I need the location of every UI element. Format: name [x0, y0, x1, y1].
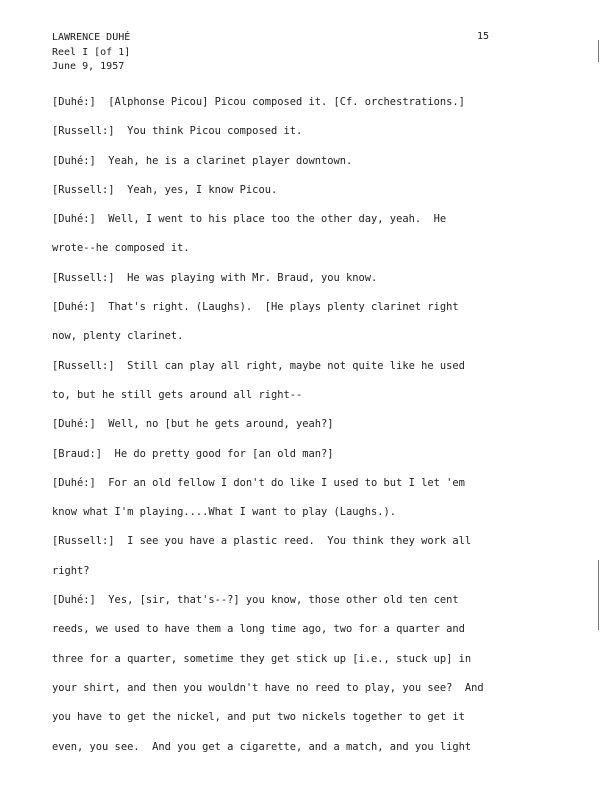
transcript-body: [52, 88, 552, 762]
transcript-line: [Braud:] He do pretty good for [an old man?]: [52, 447, 334, 460]
transcript-line: even, you see. And you get a cigarette, and a match, and you light: [52, 740, 472, 753]
document-header: [52, 31, 130, 75]
transcript-line: your shirt, and then you wouldn't have no reed to play, you see? And: [52, 681, 484, 694]
header-reel: Reel I [of 1]: [52, 46, 131, 58]
transcript-line: [Russell:] He was playing with Mr. Braud, you know.: [52, 271, 378, 284]
page-number: 15: [477, 31, 490, 42]
transcript-line: right?: [52, 564, 90, 577]
transcript-line: now, plenty clarinet.: [52, 330, 184, 343]
transcript-line: [Duhé:] Well, I went to his place too the other day, yeah. He: [52, 213, 447, 226]
transcript-line: [Duhé:] For an old fellow I don't do like I used to but I let 'em: [52, 476, 465, 489]
transcript-line: [Russell:] Still can play all right, maybe not quite like he used: [52, 359, 465, 372]
transcript-line: to, but he still gets around all right--: [52, 388, 303, 401]
header-date: June 9, 1957: [52, 61, 125, 72]
header-name: LAWRENCE DUHÉ: [52, 32, 131, 43]
transcript-line: [Russell:] You think Picou composed it.: [52, 125, 303, 138]
transcript-line: [Duhé:] [Alphonse Picou] Picou composed it. [Cf. orchestrations.]: [52, 96, 465, 108]
transcript-line: [Russell:] Yeah, yes, I know Picou.: [52, 183, 278, 196]
transcript-line: reeds, we used to have them a long time ago, two for a quarter and: [52, 623, 465, 636]
transcript-line: [Duhé:] Well, no [but he gets around, yeah?]: [52, 418, 334, 431]
transcript-line: [Russell:] I see you have a plastic reed. You think they work all: [52, 535, 472, 548]
transcript-line: three for a quarter, sometime they get stick up [i.e., stuck up] in: [52, 652, 472, 665]
transcript-line: [Duhé:] Yeah, he is a clarinet player downtown.: [52, 154, 353, 167]
transcript-line: [Duhé:] Yes, [sir, that's--?] you know, those other old ten cent: [52, 594, 459, 607]
transcript-line: know what I'm playing....What I want to play (Laughs.).: [52, 506, 397, 519]
scan-edge-mark: [598, 560, 599, 630]
scan-edge-mark: [598, 40, 599, 62]
transcript-line: you have to get the nickel, and put two nickels together to get it: [52, 711, 465, 724]
transcript-line: wrote--he composed it.: [52, 242, 190, 255]
transcript-line: [Duhé:] That's right. (Laughs). [He plays plenty clarinet right: [52, 301, 459, 314]
